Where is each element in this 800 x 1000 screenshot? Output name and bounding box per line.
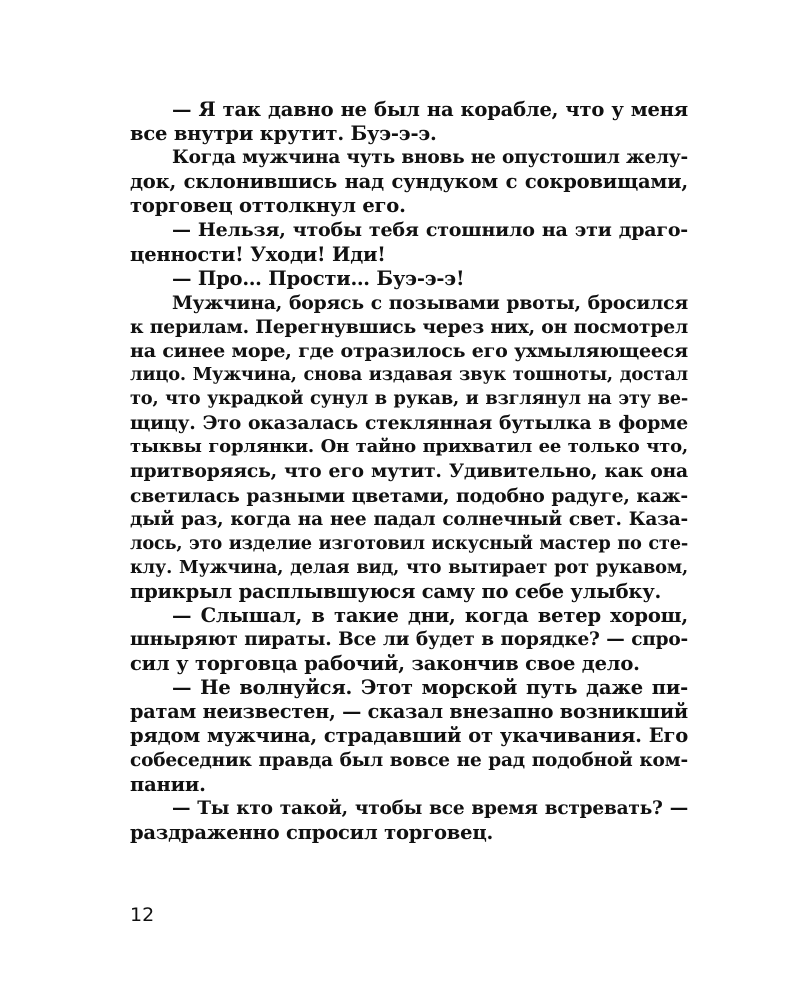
text-line: шныряют пираты. Все ли будет в порядке? — спро- (130, 629, 688, 651)
body-text (130, 98, 688, 845)
text-line: торговец оттолкнул его. (130, 194, 406, 218)
text-line: щицу. Это оказалась стеклянная бутылка в форме (130, 412, 688, 435)
text-line: то, что украдкой сунул в рукав, и взглянул на эту ве- (130, 388, 688, 410)
text-line: собеседник правда был вовсе не рад подобной ком- (130, 749, 688, 771)
text-line: лицо. Мужчина, снова издавая звук тошноты, достал (130, 364, 688, 386)
text-line: — Не волнуйся. Этот морской путь даже пи- (172, 676, 688, 700)
text-line: притворяясь, что его мутит. Удивительно, как она (130, 460, 688, 483)
text-line: сил у торговца рабочий, закончив свое дело. (130, 652, 640, 676)
text-line: док, склонившись над сундуком с сокровищами, (130, 170, 688, 194)
text-line: лось, это изделие изготовил искусный мастер по сте- (130, 532, 688, 554)
text-line: ценности! Уходи! Иди! (130, 242, 386, 266)
text-line: пании. (130, 772, 206, 796)
text-line: к перилам. Перегнувшись через них, он посмотрел (130, 315, 688, 338)
text-line: — Нельзя, чтобы тебя стошнило на эти драго- (172, 219, 688, 242)
text-line: дый раз, когда на нее падал солнечный свет. Каза- (130, 508, 688, 530)
text-line: Когда мужчина чуть вновь не опустошил желу- (172, 147, 688, 169)
text-line: все внутри крутит. Буэ-э-э. (130, 122, 437, 146)
text-line: Мужчина, борясь с позывами рвоты, бросился (172, 291, 688, 314)
text-line: раздраженно спросил торговец. (130, 820, 494, 844)
text-line: клу. Мужчина, делая вид, что вытирает рот рукавом, (130, 556, 688, 578)
text-line: ратам неизвестен, — сказал внезапно возникший (130, 700, 688, 724)
text-line: — Слышал, в такие дни, когда ветер хорош, (172, 603, 688, 627)
text-line: на синее море, где отразилось его ухмыляющееся (130, 339, 688, 362)
text-line: тыквы горлянки. Он тайно прихватил ее только что, (130, 436, 688, 458)
text-line: рядом мужчина, страдавший от укачивания. Его (130, 724, 688, 748)
text-line: светилась разными цветами, подобно радуге, каж- (130, 484, 688, 507)
page-number: 12 (130, 904, 155, 926)
text-line: прикрыл расплывшуюся саму по себе улыбку. (130, 579, 662, 603)
text-line: — Про… Прости… Буэ-э-э! (172, 266, 465, 290)
text-line: — Я так давно не был на корабле, что у меня (172, 98, 688, 121)
text-line: — Ты кто такой, чтобы все время встревать? — (172, 797, 688, 819)
